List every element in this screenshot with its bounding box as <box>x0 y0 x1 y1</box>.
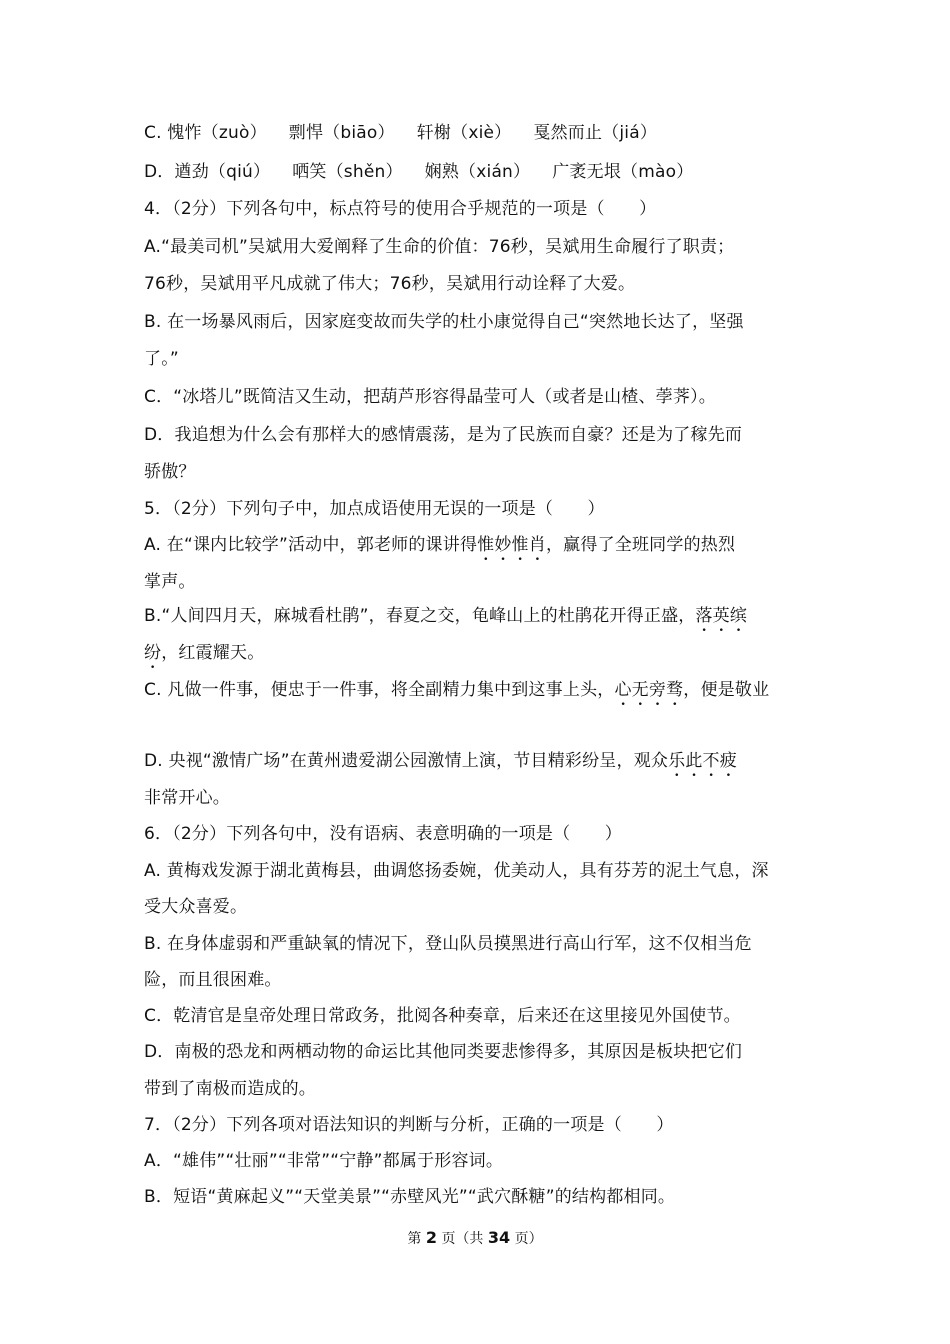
text-line: 带到了南极而造成的。 <box>144 1079 316 1099</box>
text-line: D．我追想为什么会有那样大的感情震荡，是为了民族而自豪？还是为了稼先而 <box>144 425 743 445</box>
text-line <box>144 604 747 636</box>
text-line: B. 在身体虚弱和严重缺氧的情况下，登山队员摸黑进行高山行军，这不仅相当危 <box>144 934 752 954</box>
text-line: 掌声。 <box>144 572 196 592</box>
answer-option-segment: 哂笑（shěn） <box>292 162 403 182</box>
footer-suffix: 页） <box>514 1231 543 1247</box>
text-line: A．“雄伟”“壮丽”“非常”“宁静”都属于形容词。 <box>144 1151 504 1171</box>
text-line: 了。” <box>144 349 179 369</box>
footer-prefix: 第 <box>407 1231 422 1247</box>
line-text: ，赢得了全班同学的热烈 <box>545 535 736 555</box>
line-text: A. 在“课内比较学”活动中，郭老师的课讲得 <box>144 535 478 555</box>
text-line: 非常开心。 <box>144 788 230 808</box>
answer-option-segment: 剽悍（biāo） <box>288 123 395 143</box>
text-line: 4．（2分）下列各句中，标点符号的使用合乎规范的一项是（ ） <box>144 199 657 219</box>
text-line <box>144 160 715 184</box>
text-line: A. 黄梅戏发源于湖北黄梅县，曲调悠扬委婉，优美动人，具有芬芳的泥土气息，深 <box>144 861 769 881</box>
text-line: D．南极的恐龙和两栖动物的命运比其他同类要悲惨得多，其原因是板块把它们 <box>144 1042 743 1062</box>
current-page-number: 2 <box>425 1228 437 1247</box>
dotted-idiom: 纷 <box>144 643 162 663</box>
page-footer <box>0 1228 950 1249</box>
line-text: C. 凡做一件事，便忠于一件事，将全副精力集中到这事上头， <box>144 680 615 700</box>
line-text: ，红霞耀天。 <box>161 643 265 663</box>
footer-mid: 页（共 <box>441 1231 484 1247</box>
dotted-idiom: 落英缤 <box>695 606 748 626</box>
answer-option-segment: 娴熟（xián） <box>424 162 531 182</box>
line-text: D. 央视“激情广场”在黄州遗爱湖公园激情上演，节目精彩纷呈，观众 <box>144 751 669 771</box>
text-line: 6．（2分）下列各句中，没有语病、表意明确的一项是（ ） <box>144 824 622 844</box>
answer-option-segment: C. 愧怍（zuò） <box>144 123 267 143</box>
text-line <box>144 749 737 781</box>
text-line: B．短语“黄麻起义”“天堂美景”“赤壁风光”“武穴酥糖”的结构都相同。 <box>144 1187 676 1207</box>
answer-option-segment: 轩榭（xiè） <box>416 123 512 143</box>
line-text: B.“人间四月天，麻城看杜鹃”，春夏之交，龟峰山上的杜鹃花开得正盛， <box>144 606 696 626</box>
text-line: 受大众喜爱。 <box>144 897 248 917</box>
answer-option-segment: 戛然而止（jiá） <box>533 123 658 143</box>
text-line: 险，而且很困难。 <box>144 970 282 990</box>
total-page-number: 34 <box>487 1228 511 1247</box>
text-line <box>144 678 769 710</box>
dotted-idiom: 惟妙惟肖 <box>477 535 546 555</box>
answer-option-segment: 广袤无垠（mào） <box>552 162 694 182</box>
dotted-idiom: 心无旁骛 <box>614 680 684 700</box>
text-line <box>144 121 679 145</box>
text-line: A.“最美司机”吴斌用大爱阐释了生命的价值：76秒，吴斌用生命履行了职责； <box>144 237 735 257</box>
text-line: 5．（2分）下列句子中，加点成语使用无误的一项是（ ） <box>144 499 605 519</box>
text-line: B. 在一场暴风雨后，因家庭变故而失学的杜小康觉得自己“突然地长达了，坚强 <box>144 312 744 332</box>
text-line <box>144 533 735 565</box>
text-line: 7．（2分）下列各项对语法知识的判断与分析，正确的一项是（ ） <box>144 1115 674 1135</box>
text-line: 76秒，吴斌用平凡成就了伟大；76秒，吴斌用行动诠释了大爱。 <box>144 274 636 294</box>
text-line: 骄傲？ <box>144 462 196 482</box>
text-line: C．乾清官是皇帝处理日常政务，批阅各种奏章，后来还在这里接见外国使节。 <box>144 1006 741 1026</box>
answer-option-segment: D．遒劲（qiú） <box>144 162 271 182</box>
line-text: ，便是敬业 <box>683 680 770 700</box>
text-line <box>144 641 264 673</box>
text-line: C．“冰塔儿”既简洁又生动，把葫芦形容得晶莹可人（或者是山楂、荸荠）。 <box>144 387 716 407</box>
dotted-idiom: 乐此不疲 <box>668 751 737 771</box>
